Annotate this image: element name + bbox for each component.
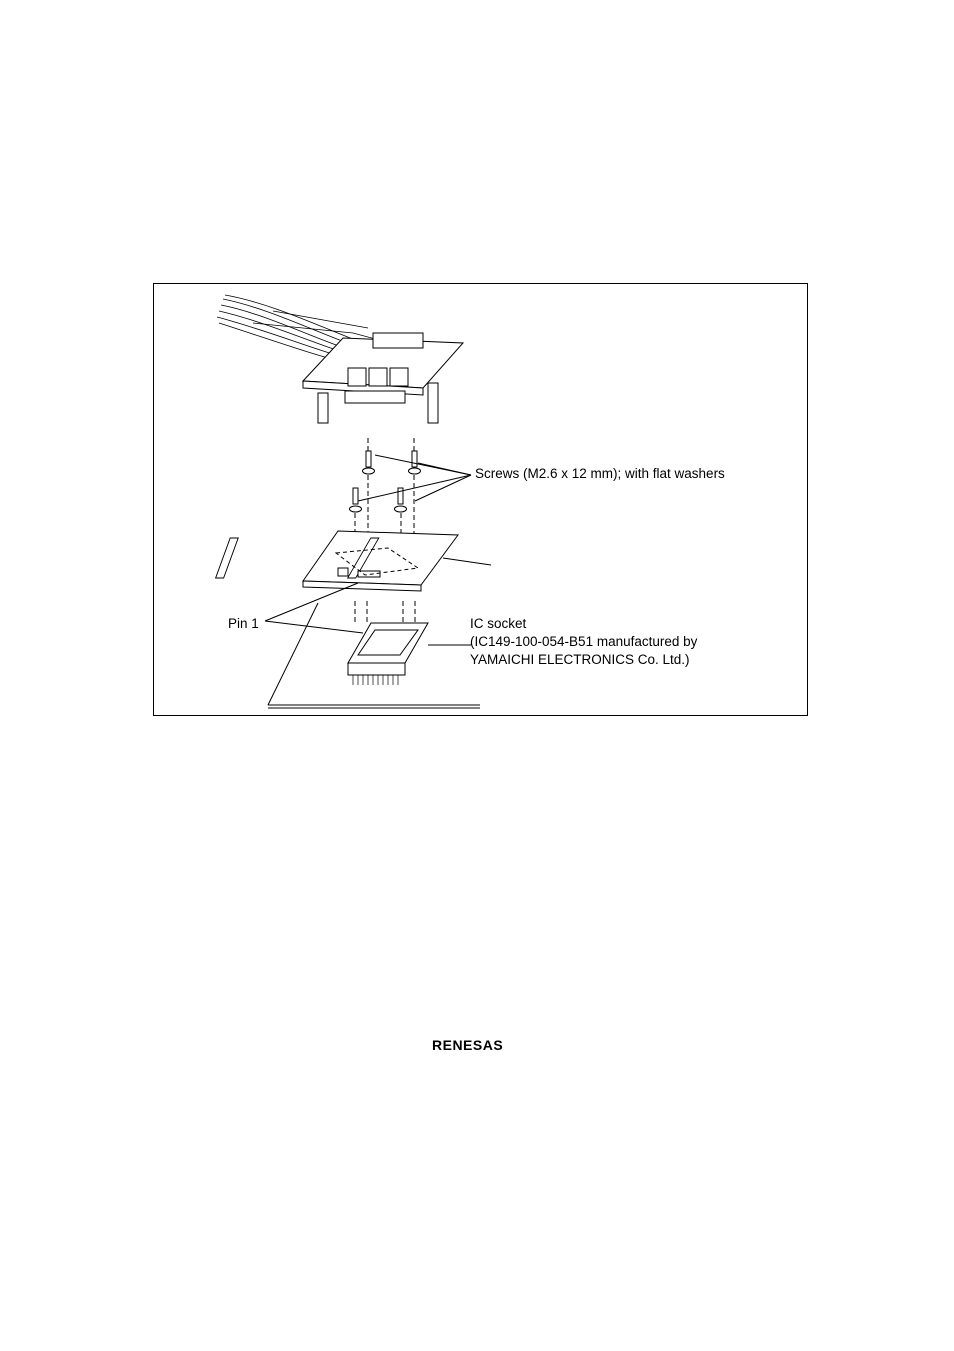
renesas-logo: RENESAS xyxy=(432,1037,504,1053)
ic-socket-maker-label: YAMAICHI ELECTRONICS Co. Ltd.) xyxy=(470,652,690,667)
adapter-board xyxy=(216,531,458,591)
screws-label: Screws (M2.6 x 12 mm); with flat washers xyxy=(475,466,725,481)
ic-socket-label: IC socket xyxy=(470,616,527,631)
screws xyxy=(350,451,421,512)
pin1-label: Pin 1 xyxy=(228,616,259,631)
dashed-guides xyxy=(355,438,415,623)
ic-socket-part-label: (IC149-100-054-B51 manufactured by xyxy=(470,634,698,649)
